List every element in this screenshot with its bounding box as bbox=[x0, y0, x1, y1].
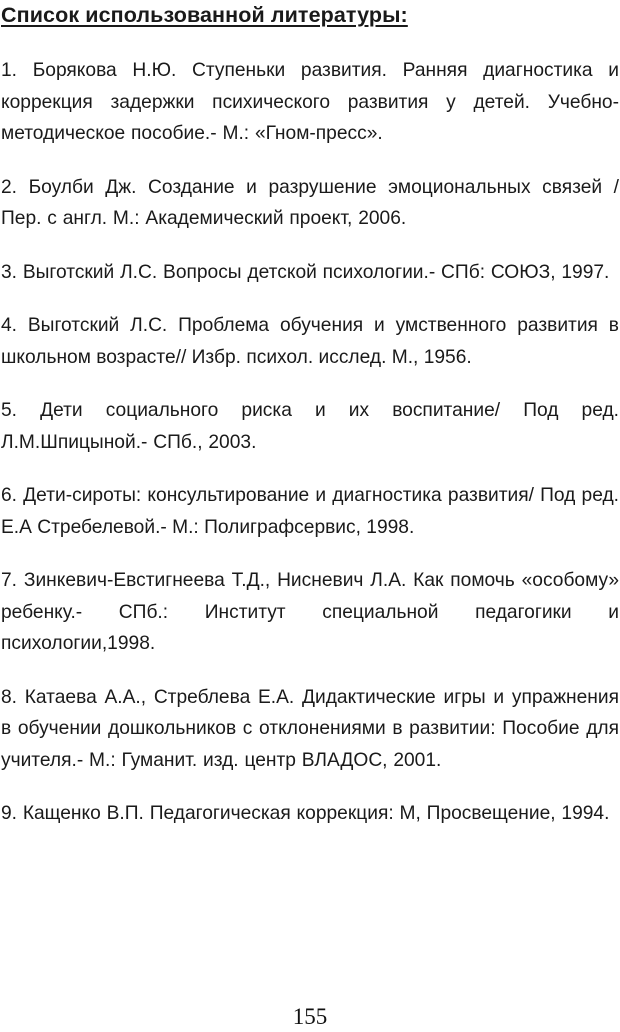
reference-item: 9. Кащенко В.П. Педагогическая коррекция: М, Просвещение, 1994. bbox=[1, 803, 610, 824]
reference-item: 4. Выготский Л.С. Проблема обучения и умственного развития в школьном возрасте// Избр. психол. исслед. М., 1956. bbox=[1, 315, 619, 368]
reference-item: 5. Дети социального риска и их воспитание/ Под ред. Л.М.Шпицыной.- СПб., 2003. bbox=[1, 400, 619, 453]
reference-item: 3. Выготский Л.С. Вопросы детской психологии.- СПб: СОЮЗ, 1997. bbox=[1, 261, 610, 283]
reference-item: 7. Зинкевич-Евстигнеева Т.Д., Нисневич Л.А. Как помочь «особому» ребенку.- СПб.: Институт специальной педагогики и психологии,1998. bbox=[1, 570, 619, 654]
bibliography-heading: Список использованной литературы: bbox=[1, 3, 408, 27]
reference-item: 6. Дети-сироты: консультирование и диагностика развития/ Под ред. Е.А Стребелевой.- М.: Полиграфсервис, 1998. bbox=[1, 485, 619, 538]
reference-item: 1. Борякова Н.Ю. Ступеньки развития. Ранняя диагностика и коррекция задержки психического развития у детей. Учебно-методическое пособие.- М.: «Гном-пресс». bbox=[1, 60, 619, 144]
reference-item: 2. Боулби Дж. Создание и разрушение эмоциональных связей / Пер. с англ. М.: Академический проект, 2006. bbox=[1, 176, 619, 229]
reference-list bbox=[1, 55, 619, 852]
page-number: 155 bbox=[292, 1004, 328, 1029]
reference-item: 8. Катаева А.А., Стреблева Е.А. Дидактические игры и упражнения в обучении дошкольников с отклонениями в развитии: Пособие для учителя.- М.: Гуманит. изд. центр ВЛАДОС, 2001. bbox=[1, 686, 619, 771]
